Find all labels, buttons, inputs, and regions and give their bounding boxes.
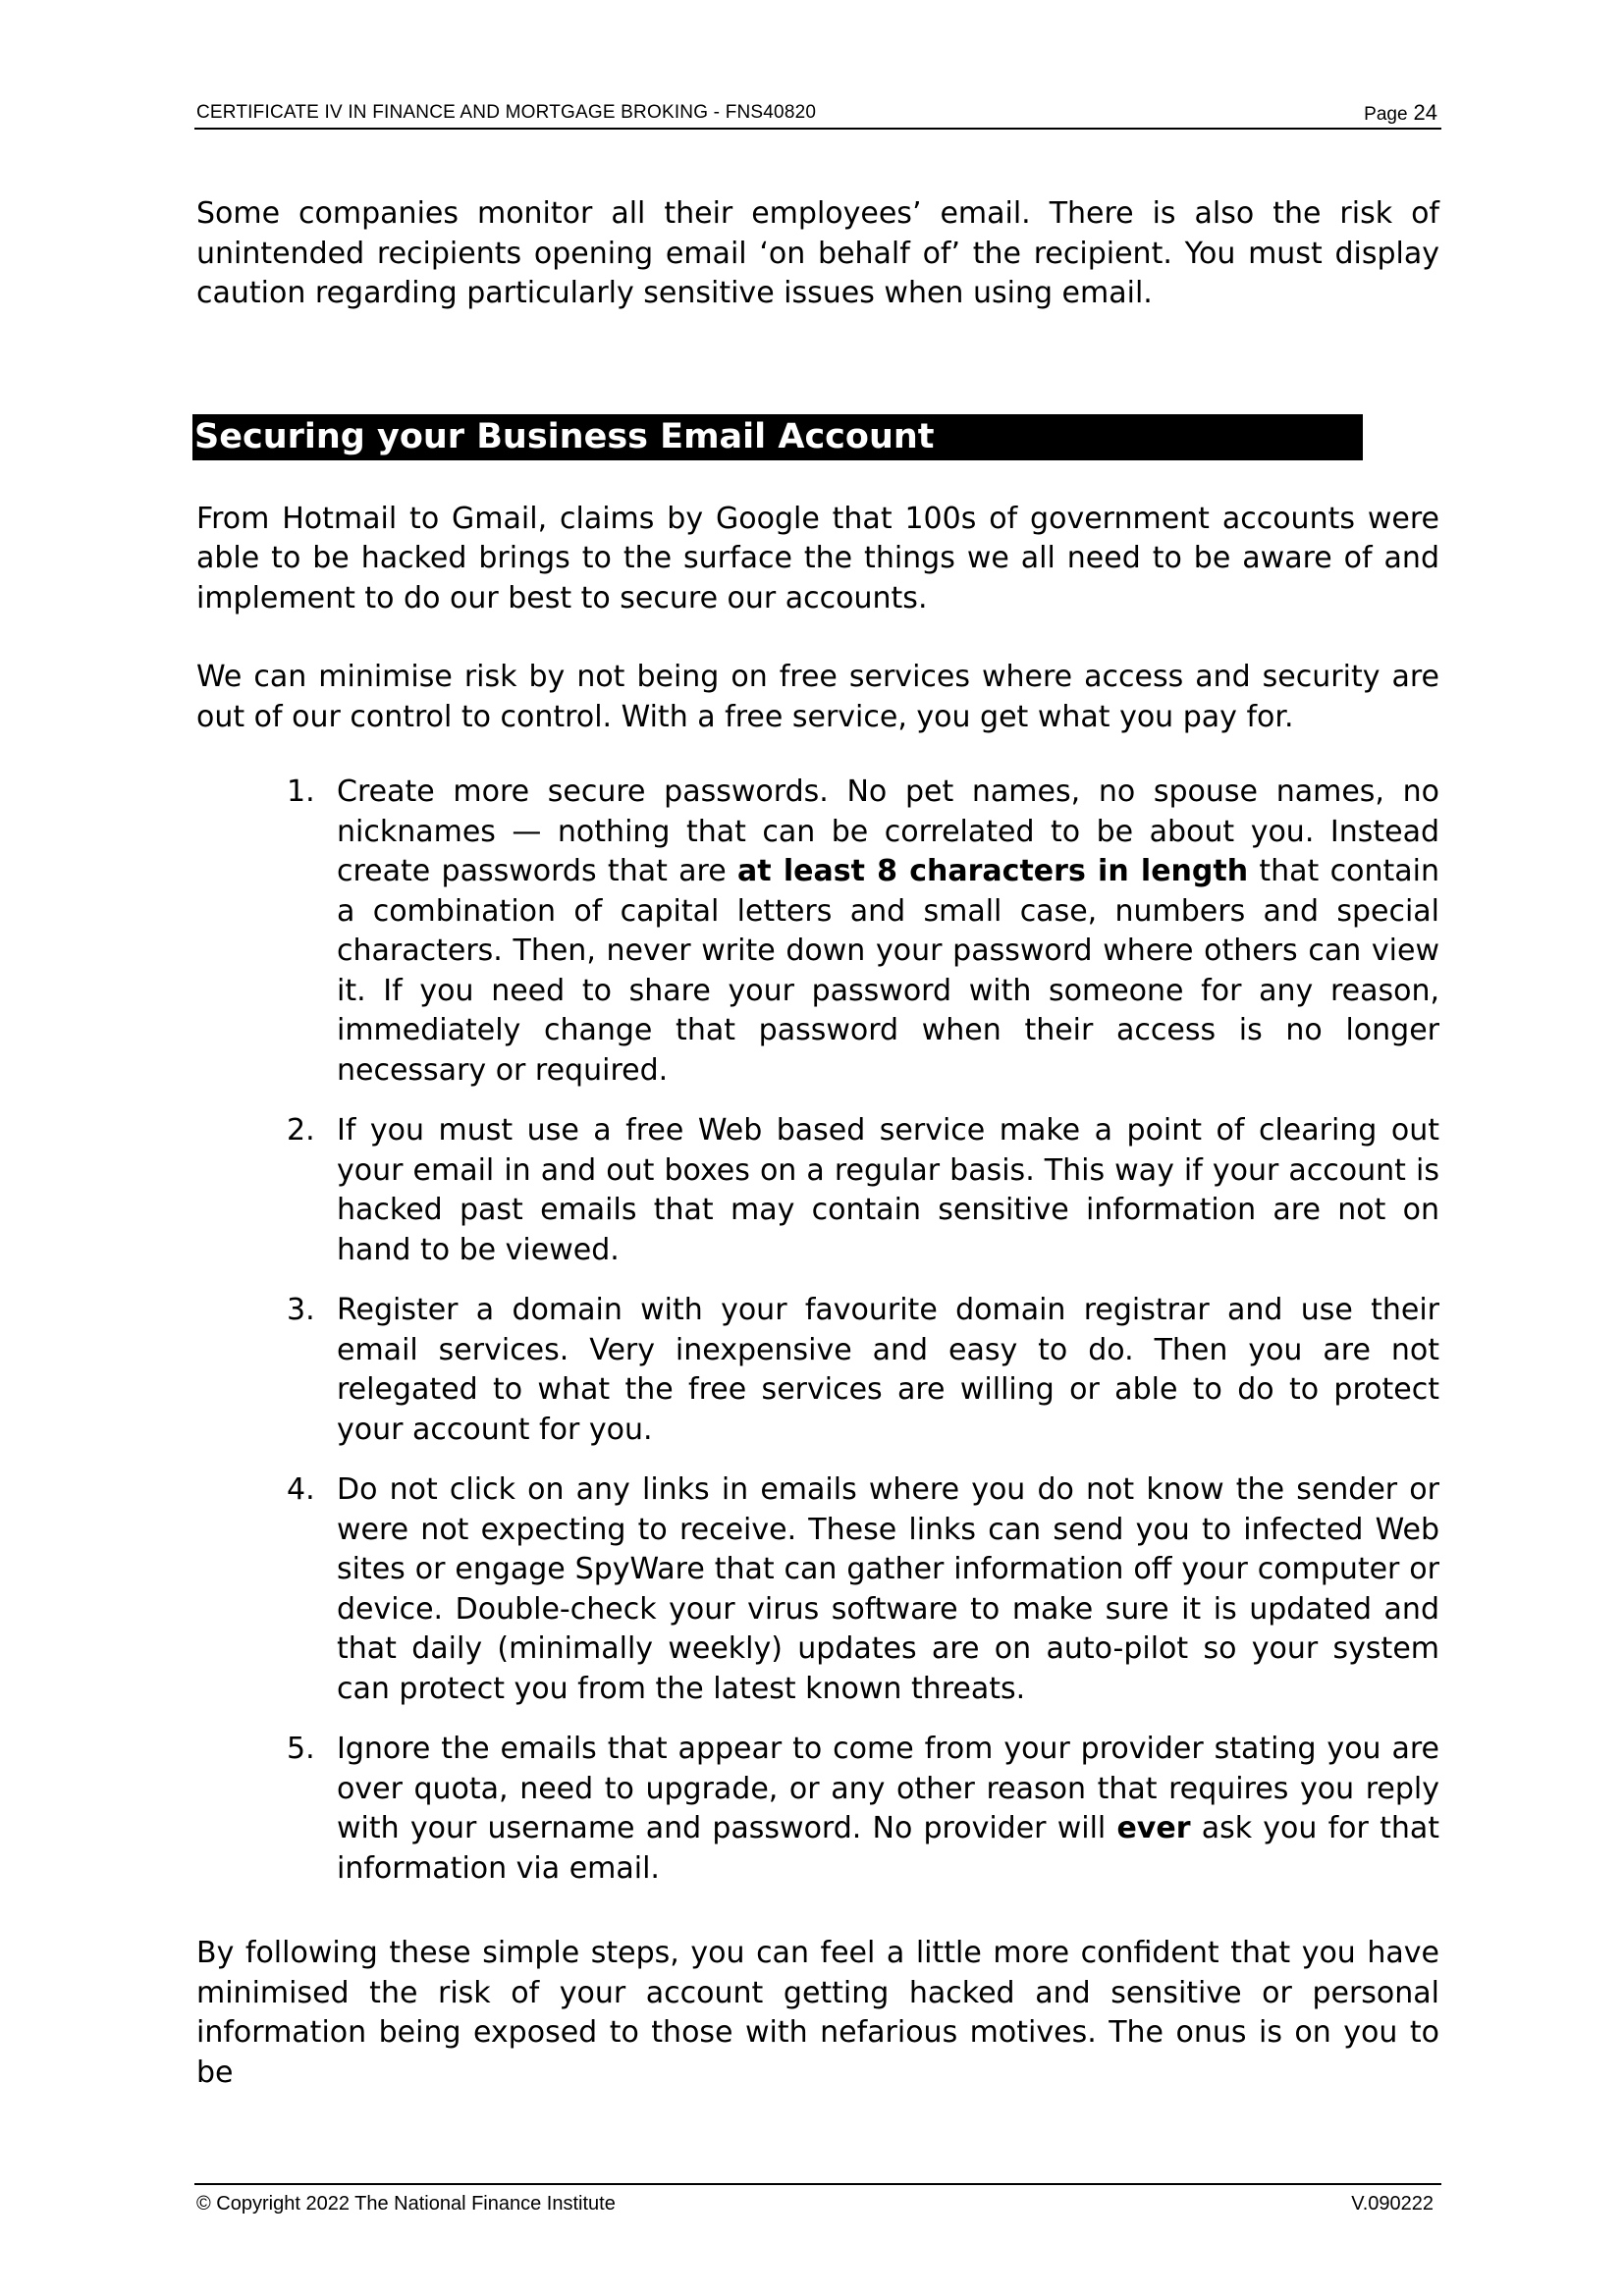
list-item-text: If you must use a free Web based service make a point of clearing out your email in and out boxes on a regular basis. This way if your account is hacked past emails that may contain sensitive information are not on hand to be viewed. [337, 1113, 1439, 1267]
list-item-text: Register a domain with your favourite domain registrar and use their email services. Very inexpensive and easy to do. Then you are not relegated to what the free services are willing or able to do to protect your account for you. [337, 1293, 1439, 1447]
section-heading: Securing your Business Email Account [192, 414, 1363, 460]
list-item-number: 3. [287, 1293, 315, 1327]
footer-version: V.090222 [1351, 2193, 1434, 2215]
page-label: Page [1364, 104, 1408, 125]
list-item-number: 5. [287, 1732, 315, 1766]
list-item-text-cont: that contain a combination of capital letters and small case, numbers and special characters. Then, never write down your password where others can view it. If you need to share your password with someone for any reason, immediately change that password when their access is no longer necessary or required. [337, 854, 1440, 1088]
page-footer [194, 2183, 1441, 2216]
footer-copyright: © Copyright 2022 The National Finance Institute [196, 2193, 616, 2215]
closing-paragraph: By following these simple steps, you can feel a little more confident that you have minimised the risk of your account getting hacked and sensitive or personal information being exposed to those with nefarious motives. The onus is on you to be [196, 1936, 1439, 2090]
page-number: 24 [1413, 100, 1437, 125]
list-item-text-cont: ask you for that information via email. [337, 1811, 1439, 1886]
page-indicator [1364, 100, 1437, 126]
header-title: CERTIFICATE IV IN FINANCE AND MORTGAGE BROKING - FNS40820 [196, 102, 817, 123]
list-item [196, 1470, 1439, 1709]
list-item-bold-text: ever [1116, 1811, 1191, 1845]
list-item [196, 773, 1439, 1091]
list-item-text: Ignore the emails that appear to come from your provider stating you are over quota, need to upgrade, or any other reason that requires you reply with your username and password. No provider will [337, 1732, 1439, 1845]
list-item [196, 1291, 1439, 1450]
paragraph-minimise-risk: We can minimise risk by not being on free services where access and security are out of our control to control. With a free service, you get what you pay for. [196, 660, 1439, 734]
list-item [196, 1111, 1439, 1270]
list-item-number: 4. [287, 1472, 315, 1507]
list-item [196, 1730, 1439, 1889]
list-item-bold-text: at least 8 characters in length [737, 854, 1249, 888]
list-item-number: 2. [287, 1113, 315, 1148]
list-item-text: Create more secure passwords. No pet names, no spouse names, no nicknames — nothing that can be correlated to be about you. Instead create passwords that are [337, 774, 1439, 888]
page-header [194, 100, 1441, 130]
paragraph-hotmail-gmail: From Hotmail to Gmail, claims by Google that 100s of government accounts were able to be hacked brings to the surface the things we all need to be aware of and implement to do our best to secure our accounts. [196, 501, 1439, 615]
document-body [196, 194, 1439, 2093]
list-item-text: Do not click on any links in emails where you do not know the sender or were not expecting to receive. These links can send you to infected Web sites or engage SpyWare that can gather information off your computer or device. Double-check your virus software to make sure it is updated and that daily (minimally weekly) updates are on auto-pilot so your system can protect you from the latest known threats. [337, 1472, 1439, 1706]
intro-paragraph: Some companies monitor all their employees’ email. There is also the risk of unintended recipients opening email ‘on behalf of’ the recipient. You must display caution regarding particularly sensitive issues when using email. [196, 196, 1439, 310]
security-steps-list [196, 773, 1439, 1889]
list-item-number: 1. [287, 774, 315, 809]
